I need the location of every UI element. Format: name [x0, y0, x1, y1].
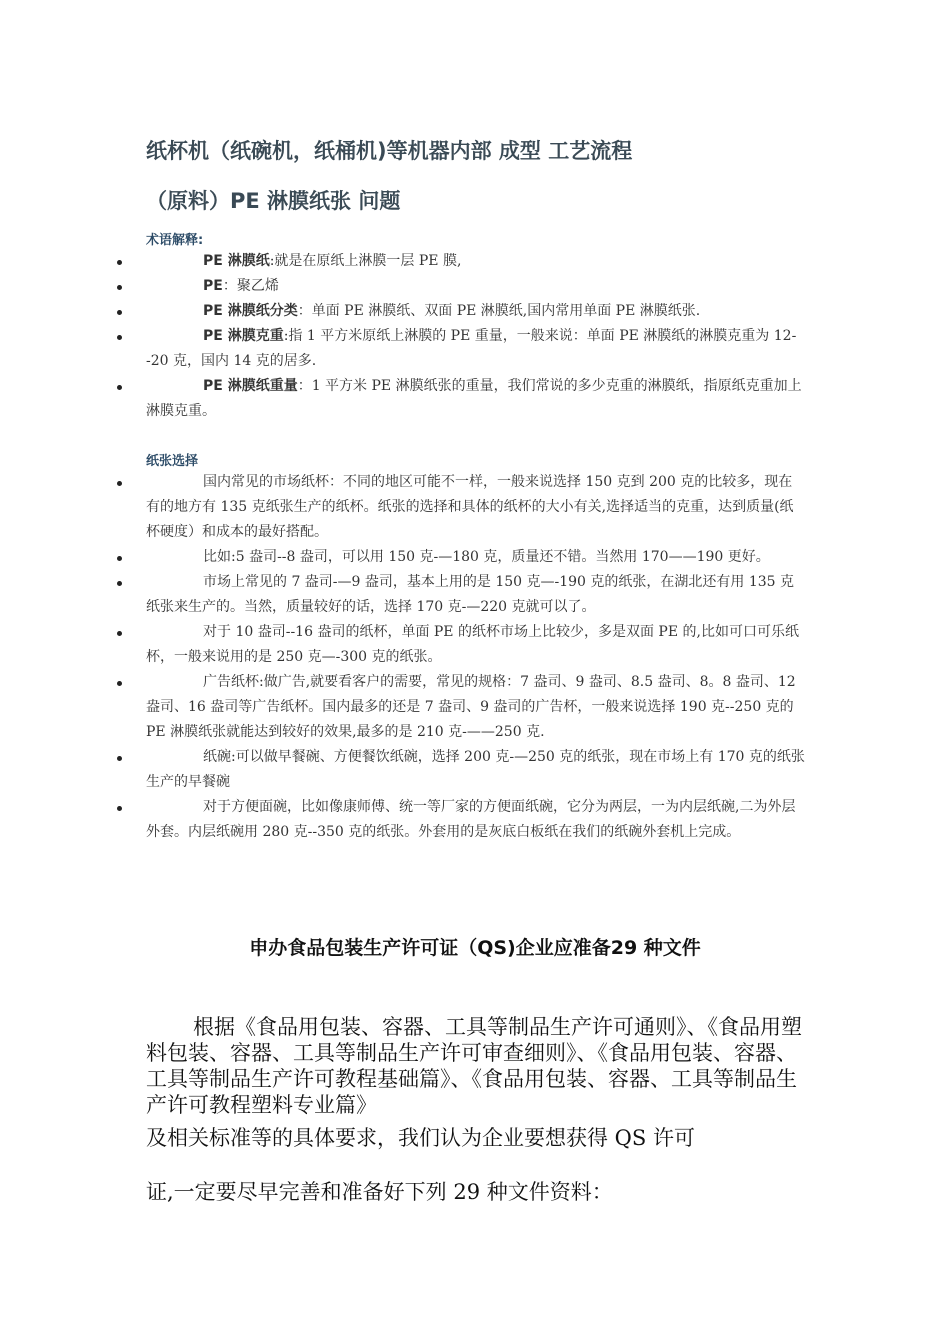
- list-item: 对于 10 盎司--16 盎司的纸杯，单面 PE 的纸杯市场上比较少，多是双面 PE 的,比如可口可乐纸杯，一般来说用的是 250 克—-300 克的纸张。: [146, 620, 806, 670]
- term-text: :指 1 平方米原纸上淋膜的 PE 重量，一般来说：单面 PE 淋膜纸的淋膜克重为 12--20 克，国内 14 克的居多.: [146, 328, 797, 369]
- list-item: 广告纸杯:做广告,就要看客户的需要，常见的规格：7 盎司、9 盎司、8.5 盎司、8。8 盎司、12 盎司、16 盎司等广告纸杯。国内最多的还是 7 盎司、9 盎司的广告杯，一般来说选择 190 克--250 克的 PE 淋膜纸张就能达到较好的效果,最多的是 210 克-——250 克.: [146, 670, 806, 745]
- term-label: PE 淋膜克重: [203, 328, 284, 344]
- list-item: [146, 324, 806, 374]
- paper-selection-list: [146, 470, 806, 845]
- list-item: 比如:5 盎司--8 盎司，可以用 150 克-—180 克，质量还不错。当然用 170——190 更好。: [146, 545, 806, 570]
- paper-selection-heading: 纸张选择: [146, 454, 199, 469]
- list-item: 国内常见的市场纸杯：不同的地区可能不一样，一般来说选择 150 克到 200 克的比较多，现在有的地方有 135 克纸张生产的纸杯。纸张的选择和具体的纸杯的大小有关,选择适当的克重，达到质量(纸杯硬度）和成本的最好搭配。: [146, 470, 806, 545]
- term-label: PE 淋膜纸: [203, 253, 270, 269]
- list-item: [146, 299, 806, 324]
- document-title-line-2: （原料）PE 淋膜纸张 问题: [146, 189, 401, 213]
- term-label: PE 淋膜纸重量: [203, 378, 298, 394]
- term-text: ：1 平方米 PE 淋膜纸张的重量，我们常说的多少克重的淋膜纸，指原纸克重加上淋膜克重。: [146, 378, 802, 419]
- list-item: 纸碗:可以做早餐碗、方便餐饮纸碗，选择 200 克-—250 克的纸张，现在市场上有 170 克的纸张生产的早餐碗: [146, 745, 806, 795]
- term-label: PE: [203, 278, 223, 294]
- document-title-line-1: 纸杯机（纸碗机，纸桶机)等机器内部 成型 工艺流程: [146, 139, 633, 163]
- term-text: ：单面 PE 淋膜纸、双面 PE 淋膜纸,国内常用单面 PE 淋膜纸张.: [297, 303, 701, 319]
- term-label: PE 淋膜纸分类: [203, 303, 298, 319]
- term-text: ：聚乙烯: [222, 278, 279, 294]
- body-paragraph: 根据《食品用包装、容器、工具等制品生产许可通则》、《食品用塑料包装、容器、工具等制品生产许可审查细则》、《食品用包装、容器、工具等制品生产许可教程基础篇》、《食品用包装、容器、工具等制品生产许可教程塑料专业篇》: [146, 1015, 802, 1117]
- list-item: 对于方便面碗，比如像康师傅、统一等厂家的方便面纸碗，它分为两层，一为内层纸碗,二为外层外套。内层纸碗用 280 克--350 克的纸张。外套用的是灰底白板纸在我们的纸碗外套机上完成。: [146, 795, 806, 845]
- section-subtitle: 申办食品包装生产许可证（QS)企业应准备29 种文件: [249, 937, 701, 959]
- term-text: :就是在原纸上淋膜一层 PE 膜,: [269, 253, 462, 269]
- list-item: [146, 374, 806, 424]
- list-item: 市场上常见的 7 盎司-—9 盎司，基本上用的是 150 克—-190 克的纸张，在湖北还有用 135 克纸张来生产的。当然，质量较好的话，选择 170 克-—220 克就可以了。: [146, 570, 806, 620]
- list-item: [146, 274, 806, 299]
- body-line: 及相关标准等的具体要求，我们认为企业要想获得 QS 许可: [146, 1126, 695, 1150]
- list-item: [146, 249, 806, 274]
- body-line: 证,一定要尽早完善和准备好下列 29 种文件资料：: [146, 1180, 613, 1204]
- terms-heading: 术语解释:: [146, 233, 204, 248]
- terms-list: [146, 249, 806, 424]
